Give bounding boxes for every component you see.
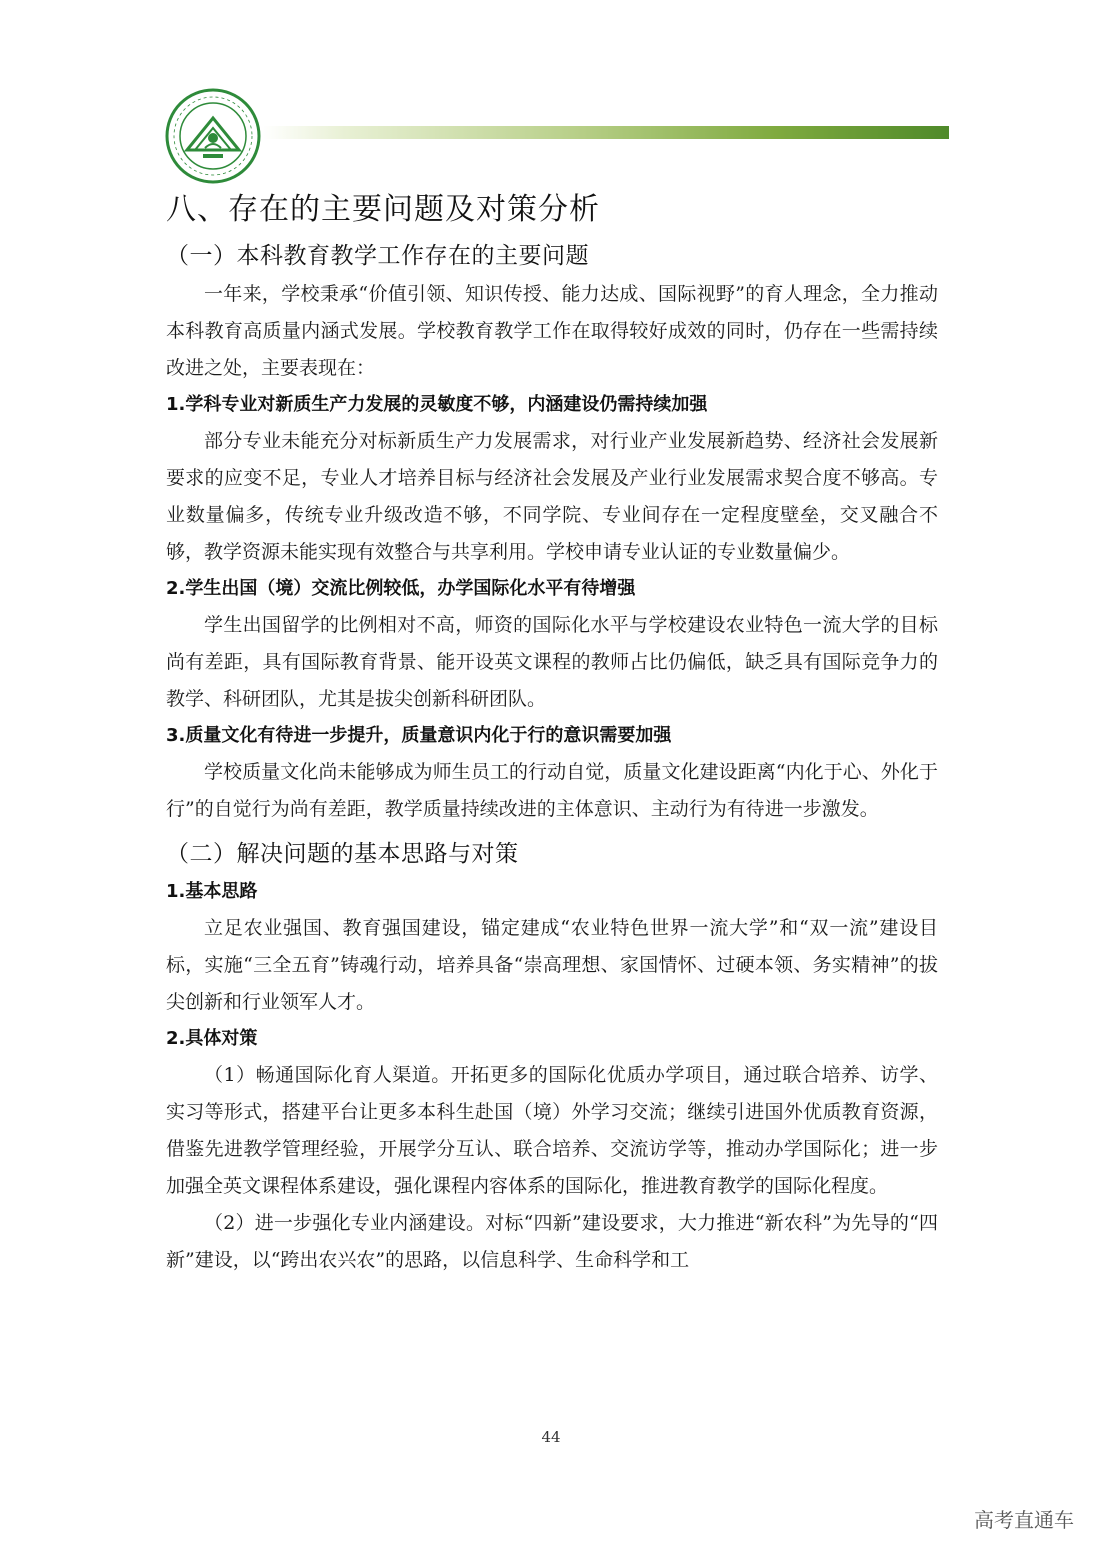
problem-3-text: 学校质量文化尚未能够成为师生员工的行动自觉，质量文化建设距离“内化于心、外化于行”的自觉行为尚有差距，教学质量持续改进的主体意识、主动行为有待进一步激发。 bbox=[166, 761, 938, 820]
problem-1-title: 1.学科专业对新质生产力发展的灵敏度不够，内涵建设仍需持续加强 bbox=[166, 394, 708, 415]
page-number: 44 bbox=[541, 1428, 561, 1446]
measures-title: 2.具体对策 bbox=[166, 1028, 258, 1049]
university-seal-icon bbox=[165, 88, 261, 184]
section-1-intro: 一年来，学校秉承“价值引领、知识传授、能力达成、国际视野”的育人理念，全力推动本科教育高质量内涵式发展。学校教育教学工作在取得较好成效的同时，仍存在一些需持续改进之处，主要表现在： bbox=[166, 283, 938, 379]
page-header bbox=[165, 88, 949, 184]
section-2-title: （二）解决问题的基本思路与对策 bbox=[166, 841, 519, 867]
problem-3-title: 3.质量文化有待进一步提升，质量意识内化于行的意识需要加强 bbox=[166, 725, 672, 746]
main-title: 八、存在的主要问题及对策分析 bbox=[166, 192, 600, 227]
problem-1-text: 部分专业未能充分对标新质生产力发展需求，对行业产业发展新趋势、经济社会发展新要求的应变不足，专业人才培养目标与经济社会发展及产业行业发展需求契合度不够高。专业数量偏多，传统专业升级改造不够，不同学院、专业间存在一定程度壁垒，交叉融合不够，教学资源未能实现有效整合与共享利用。学校申请专业认证的专业数量偏少。 bbox=[166, 430, 938, 563]
section-1-title: （一）本科教育教学工作存在的主要问题 bbox=[166, 243, 589, 269]
basic-idea-text: 立足农业强国、教育强国建设，锚定建成“农业特色世界一流大学”和“双一流”建设目标，实施“三全五育”铸魂行动，培养具备“崇高理想、家国情怀、过硬本领、务实精神”的拔尖创新和行业领军人才。 bbox=[166, 917, 938, 1013]
problem-2-text: 学生出国留学的比例相对不高，师资的国际化水平与学校建设农业特色一流大学的目标尚有差距，具有国际教育背景、能开设英文课程的教师占比仍偏低，缺乏具有国际竞争力的教学、科研团队，尤其是拔尖创新科研团队。 bbox=[166, 614, 938, 710]
document-body bbox=[166, 186, 938, 1279]
basic-idea-title: 1.基本思路 bbox=[166, 881, 258, 902]
header-gradient-bar bbox=[263, 126, 949, 139]
watermark: 高考直通车 bbox=[974, 1508, 1074, 1532]
problem-2-title: 2.学生出国（境）交流比例较低，办学国际化水平有待增强 bbox=[166, 578, 636, 599]
measure-1-text: （1）畅通国际化育人渠道。开拓更多的国际化优质办学项目，通过联合培养、访学、实习等形式，搭建平台让更多本科生赴国（境）外学习交流；继续引进国外优质教育资源，借鉴先进教学管理经验，开展学分互认、联合培养、交流访学等，推动办学国际化；进一步加强全英文课程体系建设，强化课程内容体系的国际化，推进教育教学的国际化程度。 bbox=[166, 1064, 938, 1197]
measure-2-text: （2）进一步强化专业内涵建设。对标“四新”建设要求，大力推进“新农科”为先导的“四新”建设，以“跨出农兴农”的思路，以信息科学、生命科学和工 bbox=[166, 1212, 938, 1271]
